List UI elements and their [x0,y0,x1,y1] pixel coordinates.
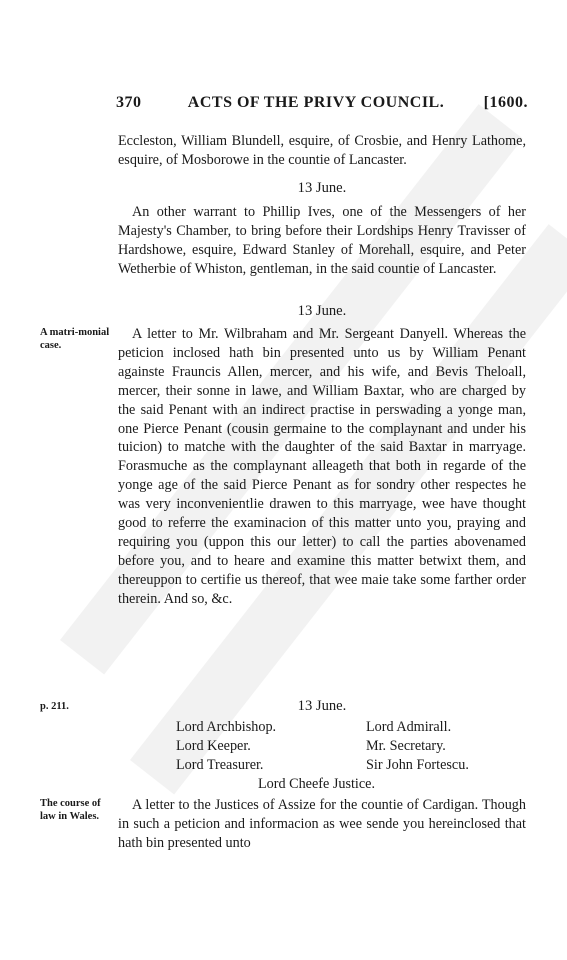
running-title: ACTS OF THE PRIVY COUNCIL. [187,94,445,111]
date-heading-3: 13 June. [297,698,347,714]
council-member: Lord Keeper. [176,738,251,754]
council-member: Lord Cheefe Justice. [258,776,376,792]
margin-note-matrimonial: A matri-monial case. [40,327,110,351]
page-number: 370 [116,94,142,111]
date-heading-2: 13 June. [297,303,347,319]
margin-page-ref: p. 211. [40,701,69,712]
year: [1600. [483,94,528,111]
paragraph-2: An other warrant to Phillip Ives, one of the Messengers of her Majesty's Chamber, to bring before their Lordships Henry Travisser of Hardshowe, esquire, Edward Stanley of Morehall, esquire, and Peter Wetherbie of Whiston, gentleman, in the said countie of Lancaster. [118,204,526,277]
council-member: Lord Treasurer. [176,757,264,773]
council-member: Lord Archbishop. [176,719,277,735]
paragraph-4: A letter to the Justices of Assize for the countie of Cardigan. Though in such a peticion and informacion as wee sende you hereinclosed that hath bin presented unto [118,797,526,851]
council-member: Mr. Secretary. [366,738,446,754]
paragraph-1: Eccleston, William Blundell, esquire, of Crosbie, and Henry Lathome, esquire, of Mosborowe in the countie of Lancaster. [118,133,526,168]
margin-note-wales: The course of law in Wales. [40,798,101,822]
date-heading-1: 13 June. [297,180,347,196]
paragraph-3: A letter to Mr. Wilbraham and Mr. Sergeant Danyell. Whereas the peticion inclosed hath bin presented unto us by William Penant againste Frauncis Allen, mercer, and his wife, and Bevis Theloall, mercer, their sonne in lawe, and William Baxtar, who are charged by the said Penant with an indirect practise in perswading a yonge man, one Pierce Penant (cousin germaine to the complaynant and under his tuicion) to matche with the daughter of the said Baxtar in marryage. Forasmuche as the complaynant alleageth that both in regarde of the yonge age of the said Pierce Penant as for sondry other respectes he was very inconvenientlie drawen to this marryage, wee have thought good to referre the examinacion of this matter unto you, praying and requiring you (uppon this our letter) to call the parties abovenamed before you, and to heare and examine this matter betwixt them, and thereuppon to certifie us thereof, that wee maie take some farther order therein. And so, &c. [118,326,526,607]
council-attendance [176,719,536,795]
council-member: Sir John Fortescu. [366,757,469,773]
council-member: Lord Admirall. [366,719,452,735]
